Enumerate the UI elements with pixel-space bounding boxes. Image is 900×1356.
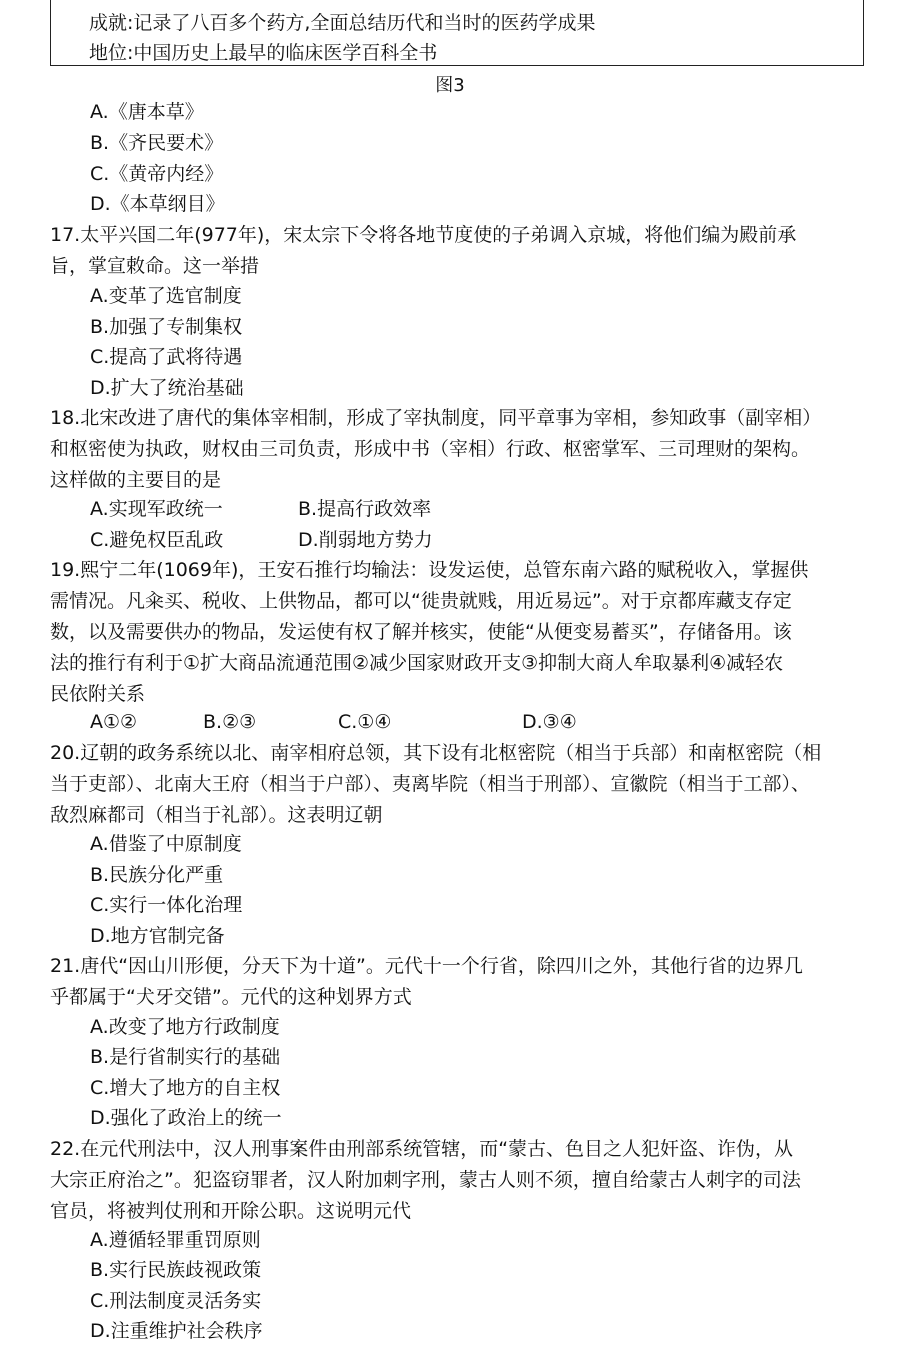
q19-option-a: A①②	[90, 711, 138, 733]
q19-line: 需情况。凡籴买、税收、上供物品，都可以“徙贵就贱，用近易远”。对于京都库藏支存定	[50, 590, 792, 612]
q17-line: 旨，掌宣敕命。这一举措	[50, 255, 260, 277]
figure-box	[50, 0, 864, 66]
figure-line-achievement: 成就:记录了八百多个药方,全面总结历代和当时的医药学成果	[89, 12, 596, 34]
question-17	[50, 220, 870, 282]
q22-line: 大宗正府治之”。犯盗窃罪者，汉人附加刺字刑，蒙古人则不须，擅自给蒙古人刺字的司法	[50, 1169, 801, 1191]
q21-option-a: A.改变了地方行政制度	[90, 1016, 280, 1038]
figure-line-status: 地位:中国历史上最早的临床医学百科全书	[89, 42, 438, 64]
q17-option-b: B.加强了专制集权	[90, 316, 243, 338]
q22-line: 22.在元代刑法中，汉人刑事案件由刑部系统管辖，而“蒙古、色目之人犯奸盗、诈伪，从	[50, 1138, 794, 1160]
q18-option-d: D.削弱地方势力	[298, 529, 433, 551]
q16-option-c: C.《黄帝内经》	[90, 163, 224, 185]
q18-option-c: C.避免权臣乱政	[90, 529, 224, 551]
q21-option-b: B.是行省制实行的基础	[90, 1046, 281, 1068]
q19-line: 民依附关系	[50, 683, 146, 705]
q22-option-a: A.遵循轻罪重罚原则	[90, 1229, 261, 1251]
q21-option-d: D.强化了政治上的统一	[90, 1107, 282, 1129]
question-18	[50, 403, 870, 496]
q22-line: 官员，将被判仗刑和开除公职。这说明元代	[50, 1200, 412, 1222]
question-22	[50, 1134, 870, 1227]
q17-option-a: A.变革了选官制度	[90, 285, 242, 307]
q20-line: 当于吏部）、北南大王府（相当于户部）、夷离毕院（相当于刑部）、宣徽院（相当于工部）、	[50, 773, 811, 795]
q18-line: 18.北宋改进了唐代的集体宰相制，形成了宰执制度，同平章事为宰相，参知政事（副宰相）	[50, 407, 822, 429]
q20-option-a: A.借鉴了中原制度	[90, 833, 242, 855]
q19-option-c: C.①④	[338, 711, 392, 733]
q17-line: 17.太平兴国二年(977年)，宋太宗下令将各地节度使的子弟调入京城，将他们编为殿前承	[50, 224, 797, 246]
q16-option-b: B.《齐民要术》	[90, 132, 224, 154]
q20-option-c: C.实行一体化治理	[90, 894, 243, 916]
q21-option-c: C.增大了地方的自主权	[90, 1077, 281, 1099]
q19-line: 数，以及需要供办的物品，发运使有权了解并核实，使能“从便变易蓄买”，存储备用。该	[50, 621, 792, 643]
q20-option-b: B.民族分化严重	[90, 864, 224, 886]
q19-option-b: B.②③	[203, 711, 257, 733]
q21-line: 21.唐代“因山川形便，分天下为十道”。元代十一个行省，除四川之外，其他行省的边界几	[50, 955, 803, 977]
q18-option-a: A.实现军政统一	[90, 498, 223, 520]
q17-option-d: D.扩大了统治基础	[90, 377, 244, 399]
question-20	[50, 738, 870, 831]
q22-option-d: D.注重维护社会秩序	[90, 1320, 263, 1342]
q19-option-d: D.③④	[522, 711, 577, 733]
question-21	[50, 951, 870, 1013]
q19-line: 19.熙宁二年(1069年)，王安石推行均输法：设发运使，总管东南六路的赋税收入，掌握供	[50, 559, 809, 581]
q20-line: 20.辽朝的政务系统以北、南宰相府总领，其下设有北枢密院（相当于兵部）和南枢密院（相	[50, 742, 822, 764]
q20-option-d: D.地方官制完备	[90, 925, 225, 947]
q19-line: 法的推行有利于①扩大商品流通范围②减少国家财政开支③抑制大商人牟取暴利④减轻农	[50, 652, 784, 674]
q20-line: 敌烈麻都司（相当于礼部）。这表明辽朝	[50, 804, 383, 826]
q21-line: 乎都属于“犬牙交错”。元代的这种划界方式	[50, 986, 412, 1008]
q22-option-b: B.实行民族歧视政策	[90, 1259, 262, 1281]
q18-option-b: B.提高行政效率	[298, 498, 432, 520]
q22-option-c: C.刑法制度灵活务实	[90, 1290, 262, 1312]
q18-line: 和枢密使为执政，财权由三司负责，形成中书（宰相）行政、枢密掌军、三司理财的架构。	[50, 438, 811, 460]
question-19	[50, 555, 870, 710]
q16-option-a: A.《唐本草》	[90, 101, 204, 123]
q17-option-c: C.提高了武将待遇	[90, 346, 243, 368]
figure-caption: 图3	[435, 75, 465, 96]
q18-line: 这样做的主要目的是	[50, 469, 222, 491]
q16-option-d: D.《本草纲目》	[90, 193, 225, 215]
